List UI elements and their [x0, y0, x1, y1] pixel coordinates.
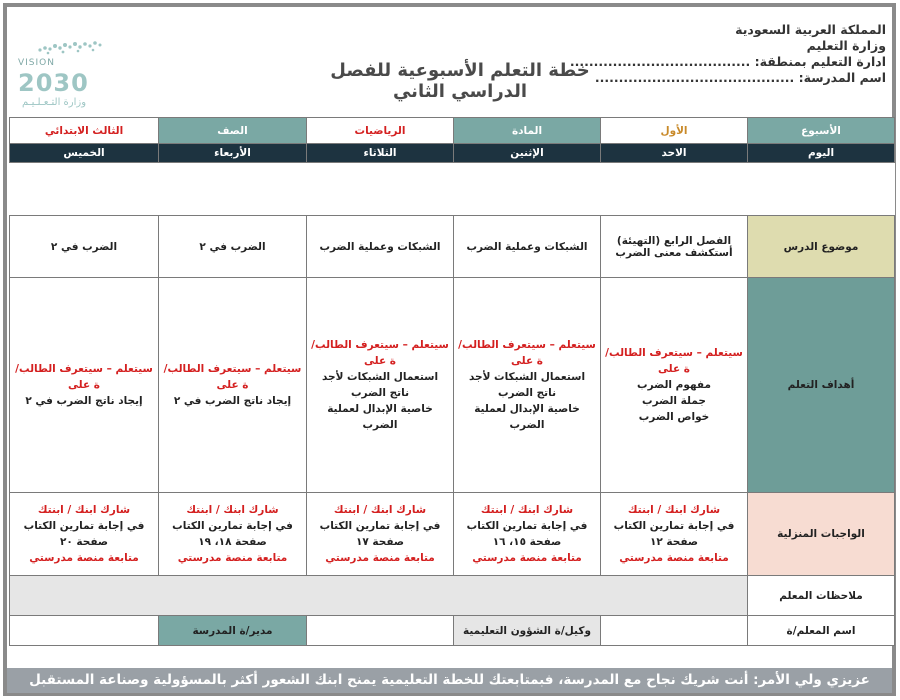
day-wednesday: الأربعاء	[159, 144, 307, 163]
topic-row	[10, 216, 895, 278]
weekly-plan-table	[9, 117, 895, 646]
vision-2030-logo	[16, 36, 111, 111]
goals-cell: سيتعلم – سيتعرف الطالب/ة على إيجاد ناتج الضرب في ٢	[159, 278, 307, 493]
logo-ministry-text: وزارة التـعـلـيـم	[22, 97, 87, 108]
topic-label: موضوع الدرس	[748, 216, 895, 278]
homework-cell: شارك ابنك / ابنتك في إجابة تمارين الكتاب صفحة ١٨، ١٩ متابعة منصة مدرستي	[159, 493, 307, 576]
teacher-label: اسم المعلم/ة	[748, 616, 895, 646]
goals-cell: سيتعلم – سيتعرف الطالب/ة على استعمال الشبكات لأجد ناتج الضرب خاصية الإبدال لعملية الضرب	[454, 278, 601, 493]
day-label: اليوم	[748, 144, 895, 163]
spacer-cell	[10, 163, 895, 216]
week-value: الأول	[601, 118, 748, 144]
subject-value: الرياضيات	[307, 118, 454, 144]
logo-vision-text: VISION	[18, 58, 55, 68]
deputy-label: وكيل/ة الشؤون التعليمية	[454, 616, 601, 646]
principal-name-field[interactable]	[10, 616, 159, 646]
goals-cell: سيتعلم – سيتعرف الطالب/ة على إيجاد ناتج الضرب في ٢	[10, 278, 159, 493]
homework-cell: شارك ابنك / ابنتك في إجابة تمارين الكتاب صفحة ١٢ متابعة منصة مدرستي	[601, 493, 748, 576]
homework-cell: شارك ابنك / ابنتك في إجابة تمارين الكتاب صفحة ١٧ متابعة منصة مدرستي	[307, 493, 454, 576]
goals-label: أهداف التعلم	[748, 278, 895, 493]
goals-row	[10, 278, 895, 493]
principal-label: مدير/ة المدرسة	[159, 616, 307, 646]
day-monday: الإثنين	[454, 144, 601, 163]
info-row	[10, 118, 895, 144]
logo-year-text: 2030	[18, 69, 89, 97]
teacher-name-field[interactable]	[601, 616, 748, 646]
day-thursday: الخميس	[10, 144, 159, 163]
ministry-text: وزارة التعليم	[806, 38, 886, 53]
notes-row	[10, 576, 895, 616]
spacer-row	[10, 163, 895, 216]
logo-dots-icon	[36, 40, 106, 56]
homework-row	[10, 493, 895, 576]
signatures-row	[10, 616, 895, 646]
topic-cell: الضرب في ٢	[10, 216, 159, 278]
deputy-name-field[interactable]	[307, 616, 454, 646]
goals-cell: سيتعلم – سيتعرف الطالب/ة على مفهوم الضرب جملة الضرب خواص الضرب	[601, 278, 748, 493]
topic-cell: الشبكات وعملية الضرب	[307, 216, 454, 278]
day-tuesday: الثلاثاء	[307, 144, 454, 163]
homework-cell: شارك ابنك / ابنتك في إجابة تمارين الكتاب صفحة ٢٠ متابعة منصة مدرستي	[10, 493, 159, 576]
parent-message-footer: عزيزي ولي الأمر: أنت شريك نجاح مع المدرسة، فبمتابعتك للخطة التعليمية يمنح ابنك الشعور أكثر بالمسؤولية وصناعة المستقبل	[7, 668, 892, 693]
homework-label: الواجبات المنزلية	[748, 493, 895, 576]
school-field: اسم المدرسة: ..........................................	[594, 70, 886, 85]
week-label: الأسبوع	[748, 118, 895, 144]
days-row	[10, 144, 895, 163]
topic-cell: الضرب في ٢	[159, 216, 307, 278]
subject-label: المادة	[454, 118, 601, 144]
notes-cell[interactable]	[10, 576, 748, 616]
day-sunday: الاحد	[601, 144, 748, 163]
notes-label: ملاحظات المعلم	[748, 576, 895, 616]
grade-value: الثالث الابتدائي	[10, 118, 159, 144]
grade-label: الصف	[159, 118, 307, 144]
region-field: ادارة التعليم بمنطقة: ......................................	[569, 54, 886, 69]
page-title: خطة التعلم الأسبوعية للفصل الدراسي الثاني	[330, 60, 590, 102]
topic-cell: الفصل الرابع (التهيئة) أستكشف معنى الضرب	[601, 216, 748, 278]
topic-cell: الشبكات وعملية الضرب	[454, 216, 601, 278]
kingdom-text: المملكة العربية السعودية	[735, 22, 886, 37]
homework-cell: شارك ابنك / ابنتك في إجابة تمارين الكتاب صفحة ١٥، ١٦ متابعة منصة مدرستي	[454, 493, 601, 576]
goals-cell: سيتعلم – سيتعرف الطالب/ة على استعمال الشبكات لأجد ناتج الضرب خاصية الإبدال لعملية الضرب	[307, 278, 454, 493]
